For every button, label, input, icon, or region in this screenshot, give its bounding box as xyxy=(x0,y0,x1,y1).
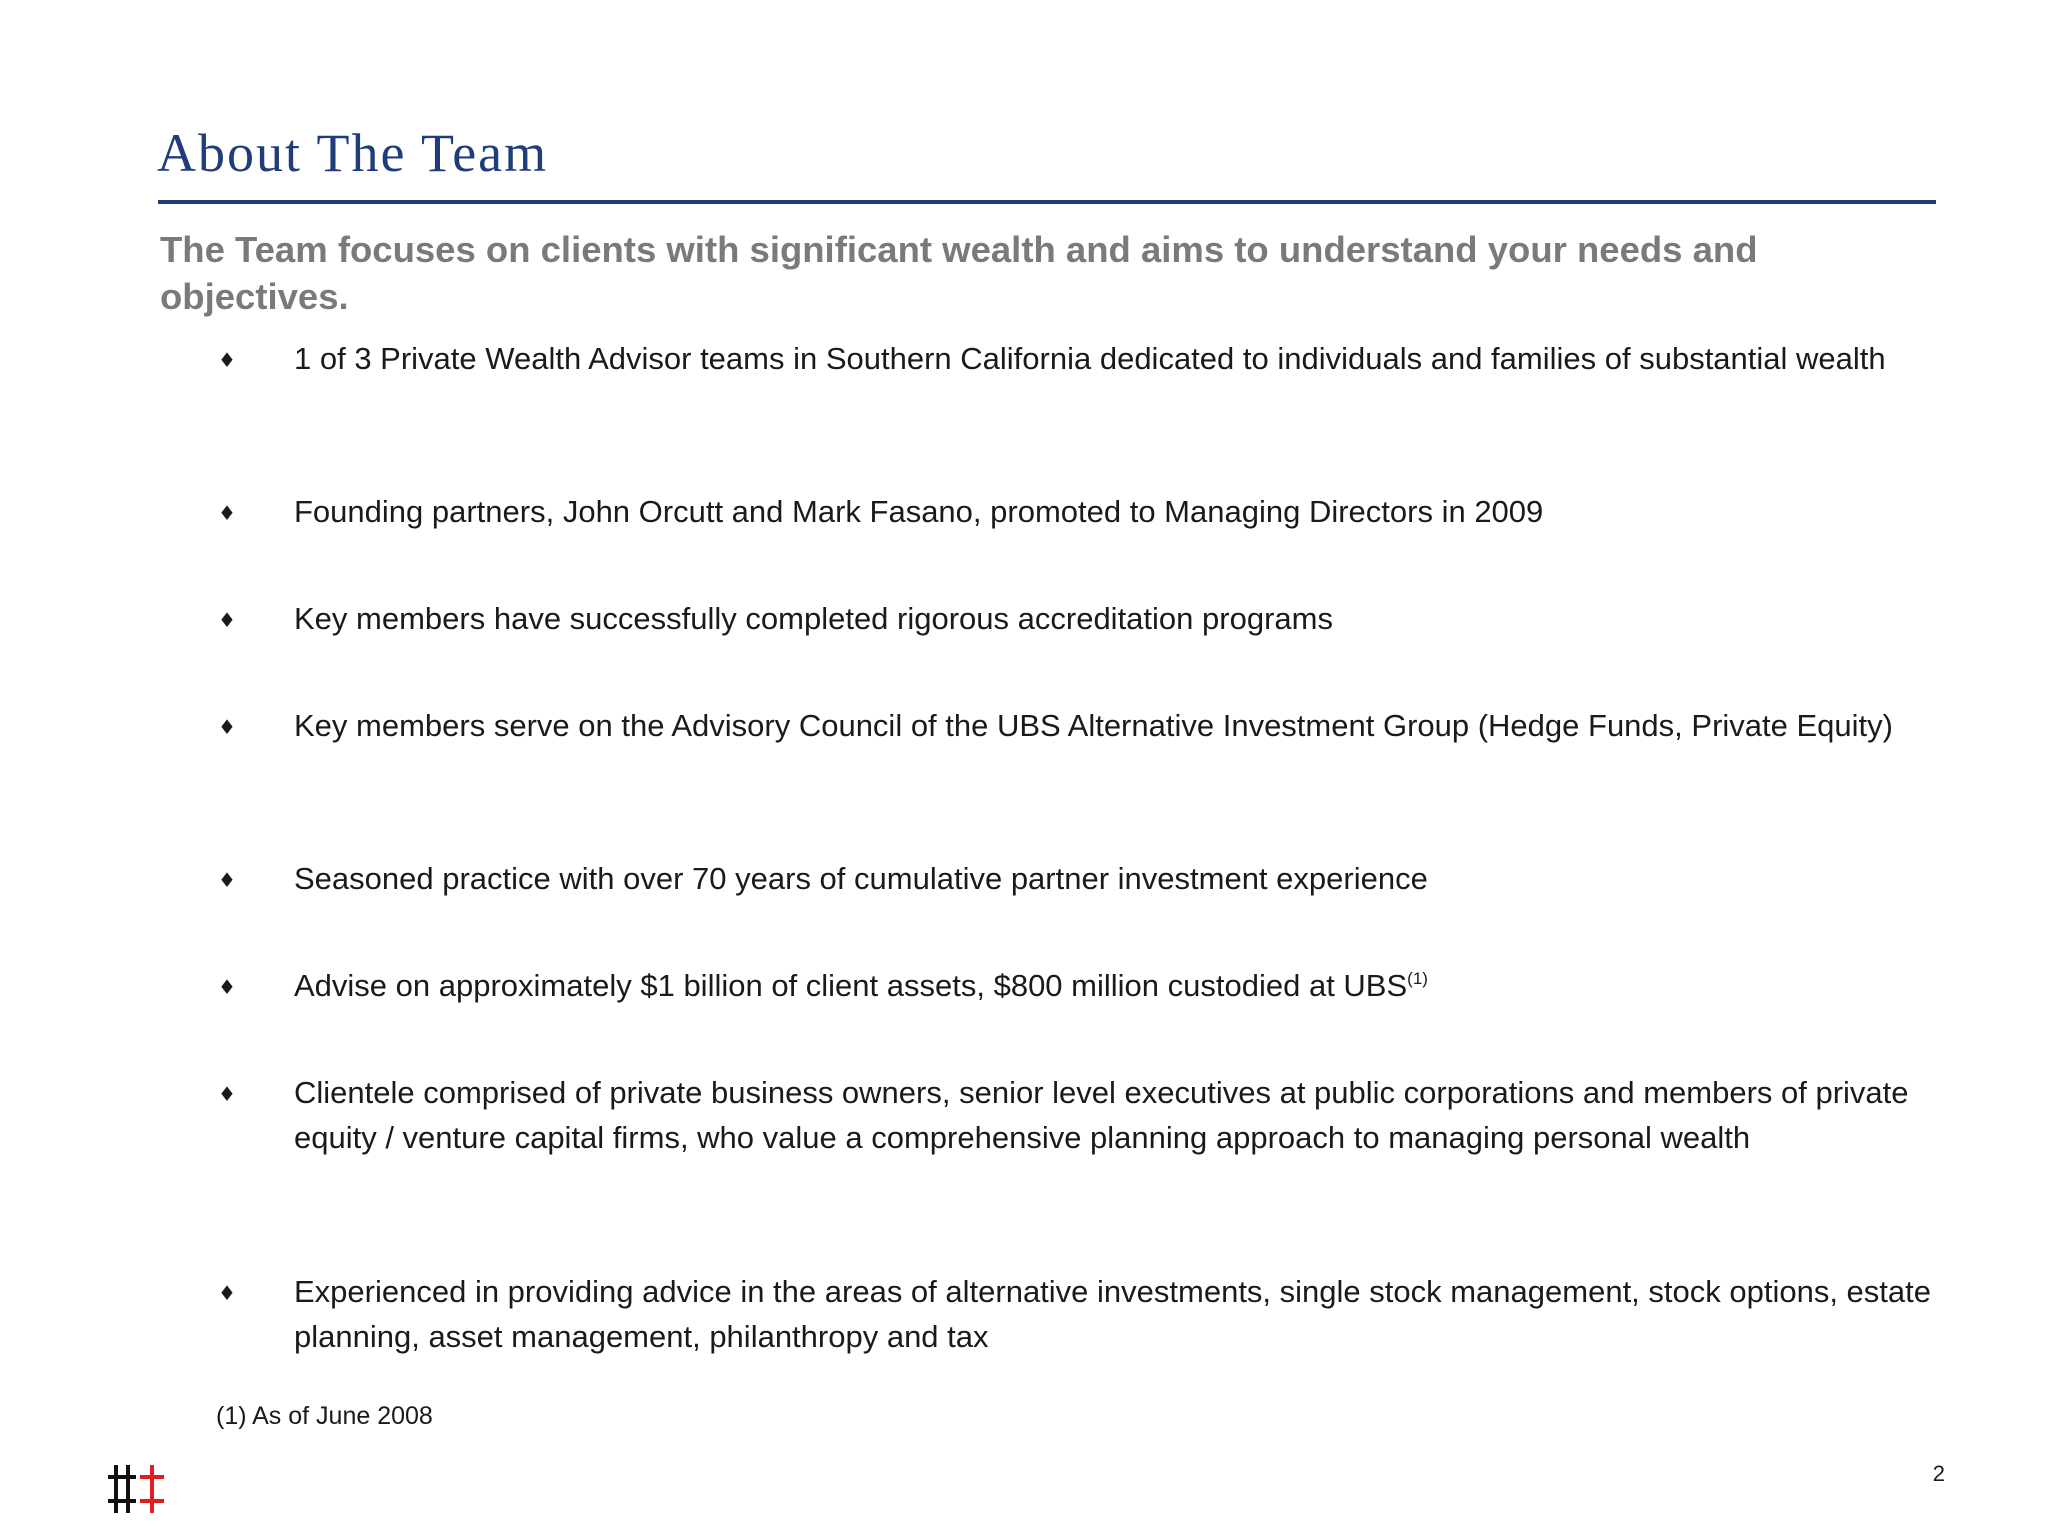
diamond-bullet-icon: ♦ xyxy=(218,501,236,525)
logo-red-key xyxy=(140,1465,164,1513)
bullet-text: Seasoned practice with over 70 years of cumulative partner investment experience xyxy=(294,861,1428,896)
title-divider xyxy=(158,200,1936,204)
page-number: 2 xyxy=(1932,1461,1945,1486)
logo-black-keys xyxy=(108,1465,136,1513)
page-subtitle: The Team focuses on clients with significant wealth and aims to understand your needs and objectives. xyxy=(160,229,1758,317)
diamond-bullet-icon: ♦ xyxy=(218,715,236,739)
bullet-text: Clientele comprised of private business owners, senior level executives at public corporations and members of private equity / venture capital firms, who value a comprehensive planning approach to managing personal wealth xyxy=(294,1075,1909,1155)
diamond-bullet-icon: ♦ xyxy=(218,975,236,999)
footnote-ref: (1) xyxy=(1407,969,1428,988)
bullet-text: Key members have successfully completed rigorous accreditation programs xyxy=(294,601,1333,636)
diamond-bullet-icon: ♦ xyxy=(218,608,236,632)
bullet-text: 1 of 3 Private Wealth Advisor teams in Southern California dedicated to individuals and families of substantial wealth xyxy=(294,341,1886,376)
ubs-keys-logo-icon xyxy=(106,1463,172,1515)
diamond-bullet-icon: ♦ xyxy=(218,1082,236,1106)
bullet-text: Founding partners, John Orcutt and Mark Fasano, promoted to Managing Directors in 2009 xyxy=(294,494,1544,529)
bullet-text-main: Advise on approximately $1 billion of client assets, $800 million custodied at UBS xyxy=(294,968,1408,1003)
diamond-bullet-icon: ♦ xyxy=(218,348,236,372)
diamond-bullet-icon: ♦ xyxy=(218,868,236,892)
bullet-text: Experienced in providing advice in the areas of alternative investments, single stock management, stock options, estate planning, asset management, philanthropy and tax xyxy=(294,1274,1932,1354)
diamond-bullet-icon: ♦ xyxy=(218,1281,236,1305)
page-title: About The Team xyxy=(157,123,549,183)
bullet-text xyxy=(294,963,1934,1008)
footnote: (1) As of June 2008 xyxy=(216,1402,433,1430)
bullet-text: Key members serve on the Advisory Council of the UBS Alternative Investment Group (Hedge Funds, Private Equity) xyxy=(294,708,1893,743)
